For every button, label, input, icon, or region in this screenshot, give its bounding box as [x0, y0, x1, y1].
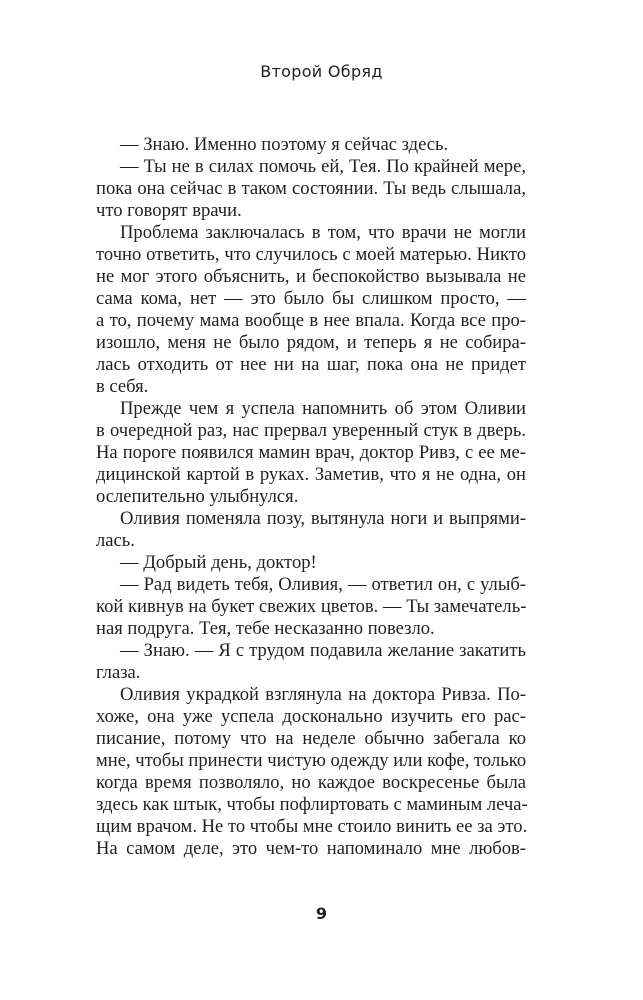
page-number: 9: [315, 904, 328, 923]
text-line: дицинской картой в руках. Заметив, что я не одна, он: [96, 464, 526, 485]
text-line: в очередной раз, нас прервал уверенный стук в дверь.: [96, 420, 526, 441]
body-text: [96, 134, 526, 860]
text-line: Прежде чем я успела напомнить об этом Оливии: [120, 398, 526, 419]
text-line: На самом деле, это чем-то напоминало мне любов-: [96, 838, 526, 859]
text-line: писание, потому что на неделе обычно забегала ко: [96, 728, 526, 749]
text-line: — Рад видеть тебя, Оливия, — ответил он, с улыб-: [120, 574, 526, 595]
text-line: пока она сейчас в таком состоянии. Ты ведь слышала,: [96, 178, 526, 199]
text-line: точно ответить, что случилось с моей матерью. Никто: [96, 244, 526, 265]
text-line: что говорят врачи.: [96, 200, 242, 221]
text-line: не мог этого объяснить, и беспокойство вызывала не: [96, 266, 526, 287]
text-line: здесь как штык, чтобы пофлиртовать с маминым леча-: [96, 794, 528, 815]
text-line: мне, чтобы принести чистую одежду или кофе, только: [96, 750, 527, 771]
text-line: — Добрый день, доктор!: [120, 552, 317, 573]
text-line: хоже, она уже успела досконально изучить его рас-: [96, 706, 526, 727]
text-line: ная подруга. Тея, тебе несказанно повезло.: [96, 618, 435, 639]
text-line: сама кома, нет — это было бы слишком просто, —: [96, 288, 526, 309]
text-line: — Знаю. — Я с трудом подавила желание закатить: [120, 640, 526, 661]
text-line: Проблема заключалась в том, что врачи не могли: [120, 222, 526, 243]
text-line: ослепительно улыбнулся.: [96, 486, 299, 507]
text-line: когда время позволяло, но каждое воскресенье была: [96, 772, 526, 793]
text-line: щим врачом. Не то чтобы мне стоило винить ее за это.: [96, 816, 528, 837]
text-line: На пороге появился мамин врач, доктор Ривз, с ее ме-: [96, 442, 526, 463]
text-line: Оливия поменяла позу, вытянула ноги и выпрями-: [120, 508, 526, 529]
text-line: лась.: [96, 530, 135, 551]
text-line: глаза.: [96, 662, 141, 683]
text-line: лась отходить от нее ни на шаг, пока она не придет: [96, 354, 526, 375]
text-line: изошло, меня не было рядом, и теперь я не собира-: [96, 332, 526, 353]
text-line: в себя.: [96, 376, 149, 397]
text-line: кой кивнув на букет свежих цветов. — Ты замечатель-: [96, 596, 527, 617]
text-line: — Знаю. Именно поэтому я сейчас здесь.: [120, 134, 449, 155]
running-header: Второй Обряд: [260, 62, 383, 81]
text-line: — Ты не в силах помочь ей, Тея. По крайней мере,: [120, 156, 526, 177]
text-line: а то, почему мама вообще в нее впала. Когда все про-: [96, 310, 526, 331]
text-line: Оливия украдкой взглянула на доктора Ривза. По-: [120, 684, 526, 705]
